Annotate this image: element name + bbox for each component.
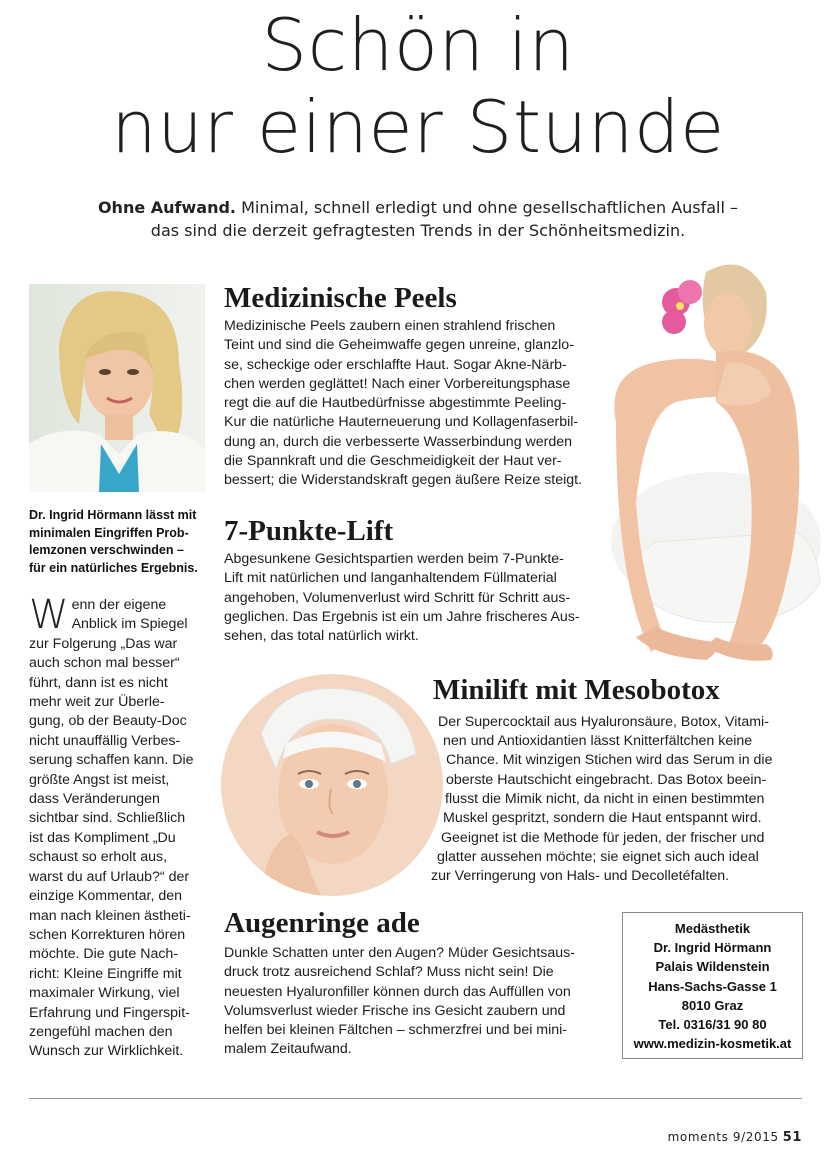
intro-line: Erfahrung und Fingerspit-: [29, 1004, 190, 1021]
intro-line: gung, ob der Beauty-Doc: [29, 713, 187, 730]
intro-line: sichtbar sind. Schließlich: [29, 810, 186, 827]
magazine-issue: moments 9/2015: [667, 1130, 779, 1144]
model-photo: [596, 252, 826, 672]
lift-line: Abgesunkene Gesichtspartien werden beim 7-Punkte-: [224, 551, 564, 567]
augen-line: Volumsverlust wieder Frische ins Gesicht zaubern und: [224, 1002, 566, 1019]
peels-line: se, scheckige oder erschlaffte Haut. Sogar Akne-Närb-: [224, 356, 567, 373]
intro-line: maximaler Wirkung, viel: [29, 985, 180, 1002]
contact-company: Medästhetik: [674, 921, 751, 936]
intro-line: möchte. Die gute Nach-: [29, 946, 179, 963]
caption-line: für ein natürliches Ergebnis.: [29, 560, 198, 575]
intro-line: auch schon mal besser“: [29, 655, 180, 672]
lift-line: sehen, das total natürlich wirkt.: [224, 628, 419, 645]
text-augenringe: [224, 944, 609, 1060]
minilift-line: oberste Hautschicht eingebracht. Das Botox beein-: [446, 772, 767, 788]
heading-lift: 7-Punkte-Lift: [224, 515, 394, 547]
lead-bold: Ohne Aufwand.: [97, 198, 236, 217]
augen-line: Dunkle Schatten unter den Augen? Müder Gesichtsaus-: [224, 945, 575, 961]
page-footer: [668, 1130, 802, 1145]
intro-line: Anblick im Spiegel: [71, 616, 188, 633]
intro-line: enn der eigene: [71, 597, 167, 613]
contact-city: 8010 Graz: [681, 997, 744, 1013]
intro-line: zengefühl machen den: [29, 1023, 173, 1040]
intro-line: schaust so erholt aus,: [29, 849, 168, 866]
intro-line: Wunsch zur Wirklichkeit.: [29, 1043, 184, 1060]
page-number: 51: [782, 1130, 802, 1145]
augen-line: neuesten Hyaluronfiller können durch das Auffüllen von: [224, 983, 571, 1000]
caption-line: lemzonen verschwinden –: [29, 543, 184, 557]
intro-line: dass Veränderungen: [29, 791, 160, 808]
heading-augenringe: Augenringe ade: [224, 907, 420, 939]
contact-website-link[interactable]: www.medizin-kosmetik.at: [633, 1036, 792, 1052]
face-photo-image: [221, 674, 443, 896]
lift-line: Lift mit natürlichen und langanhaltendem Füllmaterial: [224, 570, 557, 587]
contact-street: Hans-Sachs-Gasse 1: [648, 978, 777, 994]
intro-line: warst du auf Urlaub?“ der: [29, 868, 190, 885]
title-line-1: Schön in: [261, 3, 575, 87]
lift-line: angehoben, Volumenverlust wird Schritt für Schritt aus-: [224, 589, 571, 606]
intro-line: größte Angst ist meist,: [29, 771, 170, 788]
contact-building: Palais Wildenstein: [655, 959, 770, 975]
intro-line: einzige Kommentar, den: [29, 888, 182, 905]
lead-paragraph: [40, 196, 796, 242]
intro-line: mehr weit zur Überle-: [29, 694, 165, 711]
intro-line: serung schaffen kann. Die: [29, 752, 194, 769]
contact-phone: Tel. 0316/31 90 80: [658, 1017, 767, 1033]
minilift-line: Geeignet ist die Methode für jeden, der frischer und: [441, 830, 765, 846]
minilift-line: Der Supercocktail aus Hyaluronsäure, Botox, Vitami-: [438, 714, 769, 730]
doctor-portrait: [29, 284, 205, 492]
peels-line: bessert; die Widerstandskraft gegen äußere Reize steigt.: [224, 472, 583, 489]
footer-divider: [29, 1098, 802, 1099]
caption-line: Dr. Ingrid Hörmann lässt mit: [29, 508, 197, 522]
minilift-line: glatter aussehen möchte; sie eignet sich auch ideal: [437, 849, 759, 865]
portrait-caption: [29, 507, 209, 577]
peels-line: regt die auf die Hautbedürfnisse abgestimmte Peeling-: [224, 395, 567, 412]
doctor-portrait-image: [29, 284, 205, 492]
peels-line: Kur die natürliche Hauterneuerung und Kollagenfaserbil-: [224, 414, 579, 431]
intro-line: richt: Kleine Eingriffe mit: [29, 965, 182, 982]
intro-line: ist das Kompliment „Du: [29, 829, 176, 846]
lift-line: geglichen. Das Ergebnis ist ein um Jahre frischeres Aus-: [224, 608, 580, 625]
intro-line: nicht unauffällig Verbes-: [29, 732, 181, 749]
intro-line: führt, dann ist es nicht: [29, 674, 168, 691]
text-lift: [224, 550, 604, 646]
augen-line: helfen bei kleinen Fältchen – schmerzfrei und bei mini-: [224, 1022, 568, 1039]
drop-cap: W: [29, 592, 69, 638]
caption-line: minimalen Eingriffen Prob-: [29, 525, 189, 540]
minilift-line: zur Verringerung von Hals- und Decolletéfalten.: [431, 868, 730, 884]
augen-line: druck trotz ausreichend Schlaf? Muss nicht sein! Die: [224, 964, 554, 981]
minilift-line: flusst die Mimik nicht, da nicht in einen bestimmten: [445, 791, 765, 807]
augen-line: malem Zeitaufwand.: [224, 1041, 352, 1058]
peels-line: chen werden geglättet! Nach einer Vorbereitungsphase: [224, 375, 571, 392]
peels-line: Teint und sind die Geheimwaffe gegen unreine, glanzlo-: [224, 337, 574, 354]
peels-line: Medizinische Peels zaubern einen strahlend frischen: [224, 318, 556, 334]
minilift-line: Chance. Mit winzigen Stichen wird das Serum in die: [446, 752, 773, 768]
contact-name: Dr. Ingrid Hörmann: [653, 940, 772, 956]
peels-line: die Spannkraft und die Geschmeidigkeit der Haut ver-: [224, 453, 562, 470]
minilift-line: nen und Antioxidantien lässt Knitterfältchen keine: [443, 733, 753, 749]
contact-box: [622, 912, 803, 1059]
model-photo-image: [596, 252, 826, 672]
page-title: [0, 4, 836, 168]
title-line-2: nur einer Stunde: [111, 85, 725, 169]
intro-column: [29, 592, 205, 1062]
peels-line: dung an, durch die verbesserte Wasserbindung werden: [224, 433, 573, 450]
intro-line: schen Korrekturen hören: [29, 926, 186, 943]
lead-line-1: Minimal, schnell erledigt und ohne gesellschaftlichen Ausfall –: [236, 198, 739, 217]
heading-peels: Medizinische Peels: [224, 282, 457, 314]
intro-line: man nach kleinen ästheti-: [29, 907, 191, 924]
lead-line-2: das sind die derzeit gefragtesten Trends in der Schönheitsmedizin.: [150, 221, 686, 240]
text-peels: [224, 317, 604, 491]
intro-line: zur Folgerung „Das war: [29, 635, 178, 652]
minilift-line: Muskel gespritzt, sondern die Haut entspannt wird.: [443, 810, 762, 826]
face-photo: [221, 674, 443, 896]
heading-minilift: Minilift mit Mesobotox: [433, 674, 720, 706]
